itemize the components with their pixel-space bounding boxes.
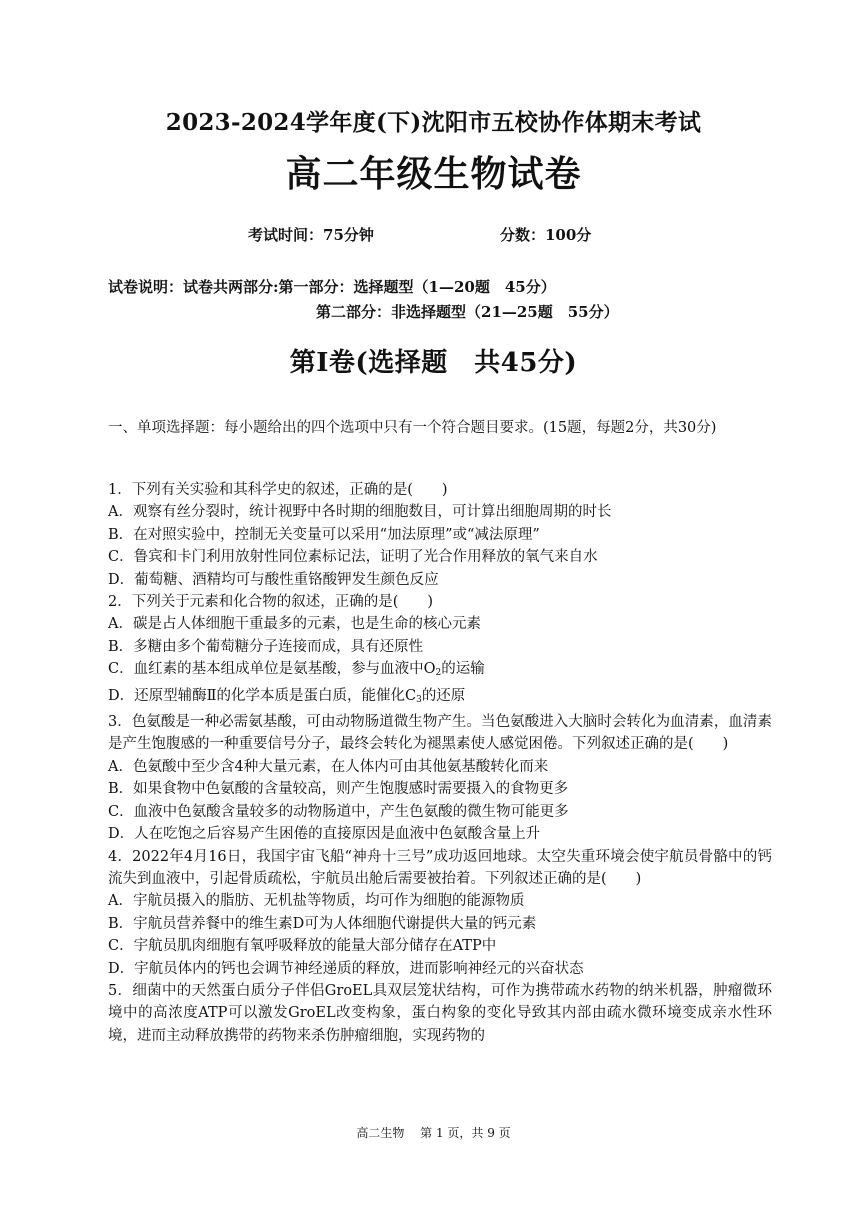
question-option: A．宇航员摄入的脂肪、无机盐等物质，均可作为细胞的能源物质 [108, 893, 525, 910]
question-option: D．葡萄糖、酒精均可与酸性重铬酸钾发生颜色反应 [108, 571, 439, 588]
exam-description-line2: 第二部分：非选择题型（21—25题 55分） [316, 303, 619, 321]
question-stem: 3．色氨酸是一种必需氨基酸，可由动物肠道微生物产生。当色氨酸进入大脑时会转化为血清素，血清素是产生饱腹感的一种重要信号分子，最终会转化为褪黑素使人感觉困倦。下列叙述正确的是( ) [108, 714, 772, 753]
question-option [108, 658, 772, 684]
exam-title-line1: 2023-2024学年度(下)沈阳市五校协作体期末考试 [165, 109, 702, 136]
question-stem: 2．下列关于元素和化合物的叙述，正确的是( ) [108, 594, 434, 611]
question-option: C．宇航员肌肉细胞有氧呼吸释放的能量大部分储存在ATP中 [108, 938, 497, 955]
question-stem: 4．2022年4月16日，我国宇宙飞船“神舟十三号”成功返回地球。太空失重环境会使宇航员骨骼中的钙流失到血液中，引起骨质疏松，宇航员出舱后需要被抬着。下列叙述正确的是( ) [108, 848, 772, 887]
question-option: A．观察有丝分裂时，统计视野中各时期的细胞数目，可计算出细胞周期的时长 [108, 504, 612, 521]
subscript: 3 [416, 694, 422, 705]
question-option: C．血液中色氨酸含量较多的动物肠道中，产生色氨酸的微生物可能更多 [108, 803, 569, 820]
exam-title-line2: 高二年级生物试卷 [285, 153, 582, 195]
question-option: B．如果食物中色氨酸的含量较高，则产生饱腹感时需要摄入的食物更多 [108, 781, 569, 798]
question-option: D．人在吃饱之后容易产生困倦的直接原因是血液中色氨酸含量上升 [108, 826, 541, 843]
question-option: A．色氨酸中至少含4种大量元素，在人体内可由其他氨基酸转化而来 [108, 758, 549, 775]
question-stem: 1．下列有关实验和其科学史的叙述，正确的是( ) [108, 482, 448, 498]
question-option: B．宇航员营养餐中的维生素D可为人体细胞代谢提供大量的钙元素 [108, 915, 537, 932]
footer-subject: 高二生物 [356, 1126, 405, 1140]
exam-description-line1: 试卷说明：试卷共两部分:第一部分：选择题型（1—20题 45分） [108, 278, 556, 296]
option-text: 的还原 [421, 687, 466, 704]
question-option: B．在对照实验中，控制无关变量可以采用“加法原理”或“减法原理” [108, 526, 540, 543]
footer-page-number: 第 1 页，共 9 页 [420, 1126, 511, 1140]
question-stem: 5．细菌中的天然蛋白质分子伴侣GroEL具双层笼状结构，可作为携带疏水药物的纳米机器，肿瘤微环境中的高浓度ATP可以激发GroEL改变构象，蛋白构象的变化导致其内部由疏水微环境变成亲水性环境，进而主动释放携带的药物来杀伤肿瘤细胞，实现药物的 [108, 982, 772, 1044]
option-text: C．血红素的基本组成单位是氨基酸，参与血液中O [108, 661, 436, 678]
section-intro: 一、单项选择题：每小题给出的四个选项中只有一个符合题目要求。(15题，每题2分，共30分) [108, 420, 717, 436]
question-option: D．宇航员体内的钙也会调节神经递质的释放，进而影响神经元的兴奋状态 [108, 960, 584, 977]
subscript: 2 [435, 668, 442, 679]
question-option: B．多糖由多个葡萄糖分子连接而成，具有还原性 [108, 638, 424, 655]
exam-score: 分数：100分 [500, 226, 592, 244]
question-option: A．碳是占人体细胞干重最多的元素，也是生命的核心元素 [108, 616, 481, 633]
section-title: 第Ⅰ卷(选择题 共45分) [289, 348, 578, 378]
option-text: 的运输 [441, 661, 485, 678]
question-option [108, 685, 772, 711]
page-footer [0, 1124, 867, 1141]
question-list [108, 479, 772, 1047]
option-text: D．还原型辅酶Ⅱ的化学本质是蛋白质，能催化C [108, 687, 417, 704]
exam-time: 考试时间：75分钟 [248, 226, 374, 244]
question-option: C．鲁宾和卡门利用放射性同位素标记法，证明了光合作用释放的氧气来自水 [108, 549, 598, 566]
